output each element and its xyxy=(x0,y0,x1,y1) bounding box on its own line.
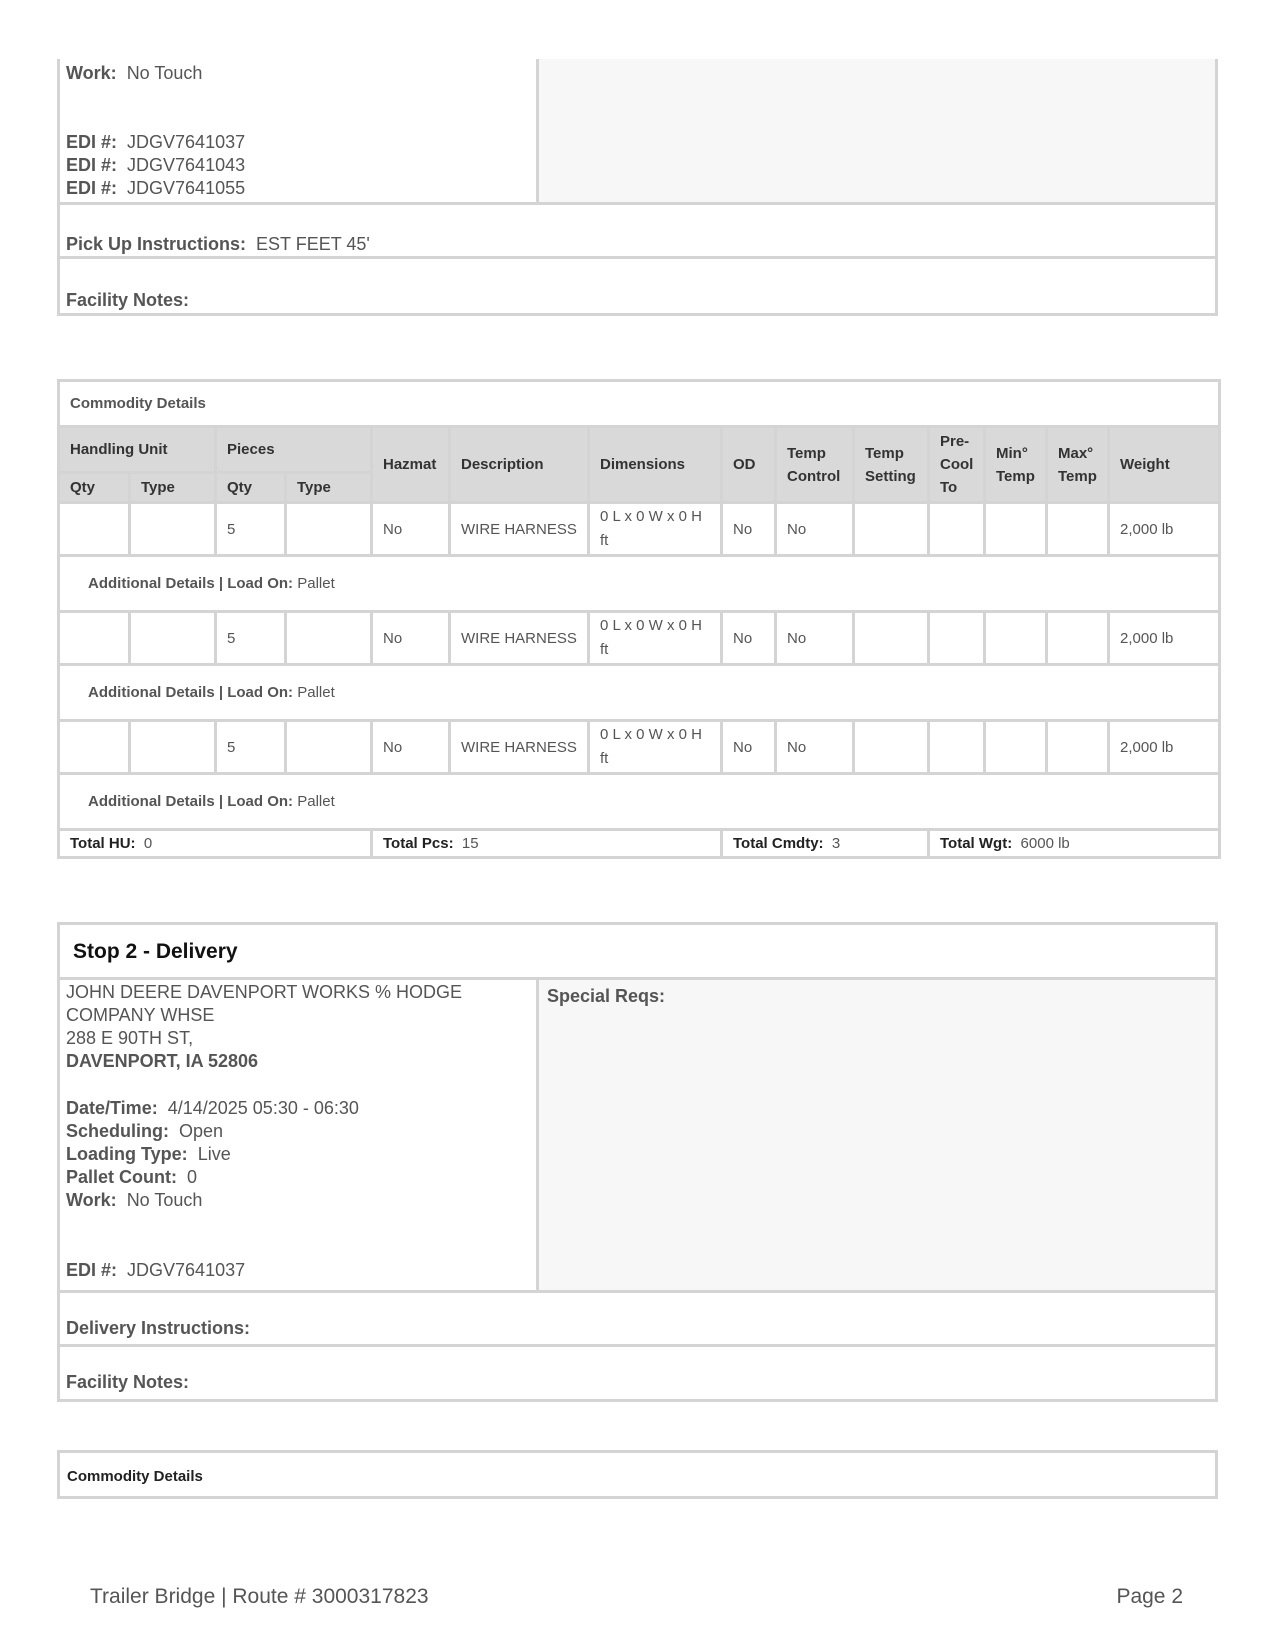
cell-hazmat: No xyxy=(372,721,450,774)
cell-temp-control: No xyxy=(776,503,854,556)
total-pcs: Total Pcs: 15 xyxy=(372,830,722,858)
footer-page-number: Page 2 xyxy=(1116,1585,1183,1608)
stop2-address-line1: JOHN DEERE DAVENPORT WORKS % HODGE xyxy=(66,982,463,1002)
stop2-city-state-zip: DAVENPORT, IA 52806 xyxy=(66,1051,259,1071)
cell-precool xyxy=(929,503,985,556)
stop2-facility-notes-box xyxy=(57,1344,1218,1402)
cell-description: WIRE HARNESS xyxy=(450,721,589,774)
header-pcs-type: Type xyxy=(286,473,372,503)
header-min-temp: Min° Temp xyxy=(985,427,1047,503)
cell-hu-qty xyxy=(59,612,130,665)
pallet-count-label: Pallet Count: xyxy=(66,1167,177,1187)
pallet-count-value: 0 xyxy=(187,1167,198,1187)
header-description: Description xyxy=(450,427,589,503)
cell-hu-type xyxy=(130,612,216,665)
header-temp-setting: Temp Setting xyxy=(854,427,929,503)
table-row xyxy=(59,721,1220,774)
cell-precool xyxy=(929,612,985,665)
additional-details-row xyxy=(59,665,1220,721)
loading-type-label: Loading Type: xyxy=(66,1144,188,1164)
cell-min-temp xyxy=(985,503,1047,556)
stop1-edi-1 xyxy=(66,131,245,154)
work-label: Work: xyxy=(66,63,117,83)
pickup-instructions-value: EST FEET 45' xyxy=(256,234,370,254)
header-temp-control: Temp Control xyxy=(776,427,854,503)
datetime-value: 4/14/2025 05:30 - 06:30 xyxy=(167,1098,359,1118)
stop2-loading-type xyxy=(66,1143,231,1166)
stop2-edi xyxy=(66,1259,245,1282)
stop2-pallet-count xyxy=(66,1166,197,1189)
cell-weight: 2,000 lb xyxy=(1109,721,1220,774)
header-od: OD xyxy=(722,427,776,503)
cell-temp-setting xyxy=(854,612,929,665)
cell-temp-setting xyxy=(854,503,929,556)
delivery-instructions-box xyxy=(57,1290,1218,1347)
edi-label: EDI #: xyxy=(66,178,118,198)
cell-hu-type xyxy=(130,721,216,774)
edi-label: EDI #: xyxy=(66,1260,118,1280)
additional-details-value: Pallet xyxy=(297,575,335,592)
cell-max-temp xyxy=(1047,503,1109,556)
facility-notes-label: Facility Notes: xyxy=(66,290,190,310)
cell-pcs-qty: 5 xyxy=(216,612,286,665)
stop2-title: Stop 2 - Delivery xyxy=(73,940,238,963)
additional-details-label: Additional Details | Load On: xyxy=(88,684,294,701)
additional-details-value: Pallet xyxy=(297,793,335,810)
delivery-instructions-label: Delivery Instructions: xyxy=(66,1318,251,1338)
cell-max-temp xyxy=(1047,612,1109,665)
stop2-address-line2: COMPANY WHSE xyxy=(66,1005,215,1025)
totals-row xyxy=(59,830,1220,858)
cell-hu-qty xyxy=(59,503,130,556)
stop1-facility-notes-box xyxy=(57,256,1218,316)
cell-description: WIRE HARNESS xyxy=(450,612,589,665)
stop2-datetime xyxy=(66,1097,359,1120)
cell-dimensions: 0 L x 0 W x 0 H ft xyxy=(589,612,722,665)
cell-temp-control: No xyxy=(776,721,854,774)
edi-label: EDI #: xyxy=(66,155,118,175)
additional-details-label: Additional Details | Load On: xyxy=(88,575,294,592)
cell-hu-type xyxy=(130,503,216,556)
commodity2-box xyxy=(57,1450,1218,1499)
stop1-edi-2 xyxy=(66,154,245,177)
header-hu-type: Type xyxy=(130,473,216,503)
edi-value: JDGV7641055 xyxy=(127,178,246,198)
loading-type-value: Live xyxy=(197,1144,231,1164)
cell-od: No xyxy=(722,503,776,556)
stop2-address-line3: 288 E 90TH ST, xyxy=(66,1028,194,1048)
header-pcs-qty: Qty xyxy=(216,473,286,503)
cell-pcs-qty: 5 xyxy=(216,721,286,774)
work-value: No Touch xyxy=(126,63,203,83)
cell-dimensions: 0 L x 0 W x 0 H ft xyxy=(589,721,722,774)
header-handling-unit: Handling Unit xyxy=(59,427,216,473)
work-label: Work: xyxy=(66,1190,117,1210)
scheduling-value: Open xyxy=(179,1121,224,1141)
total-cmdty: Total Cmdty: 3 xyxy=(722,830,929,858)
stop1-work xyxy=(66,62,202,85)
additional-details-value: Pallet xyxy=(297,684,335,701)
header-hu-qty: Qty xyxy=(59,473,130,503)
cell-min-temp xyxy=(985,612,1047,665)
cell-temp-control: No xyxy=(776,612,854,665)
commodity-table xyxy=(57,379,1221,859)
pickup-instructions-label: Pick Up Instructions: xyxy=(66,234,247,254)
stop2-header-box xyxy=(57,922,1218,980)
commodity2-caption: Commodity Details xyxy=(67,1468,203,1485)
header-max-temp: Max° Temp xyxy=(1047,427,1109,503)
total-wgt: Total Wgt: 6000 lb xyxy=(929,830,1220,858)
header-dimensions: Dimensions xyxy=(589,427,722,503)
cell-temp-setting xyxy=(854,721,929,774)
stop2-info-box xyxy=(57,977,1218,1293)
stop1-special-panel xyxy=(536,59,1215,202)
edi-value: JDGV7641037 xyxy=(127,132,246,152)
cell-weight: 2,000 lb xyxy=(1109,612,1220,665)
cell-pcs-type xyxy=(286,721,372,774)
additional-details-label: Additional Details | Load On: xyxy=(88,793,294,810)
header-precool: Pre- Cool To xyxy=(929,427,985,503)
stop1-facility-notes xyxy=(66,289,189,312)
cell-dimensions: 0 L x 0 W x 0 H ft xyxy=(589,503,722,556)
table-row xyxy=(59,503,1220,556)
commodity-caption: Commodity Details xyxy=(59,381,1220,427)
stop2-scheduling xyxy=(66,1120,223,1143)
pickup-instructions xyxy=(66,233,370,256)
edi-value: JDGV7641043 xyxy=(127,155,246,175)
special-reqs-label: Special Reqs: xyxy=(547,986,666,1006)
cell-precool xyxy=(929,721,985,774)
edi-label: EDI #: xyxy=(66,132,118,152)
cell-description: WIRE HARNESS xyxy=(450,503,589,556)
stop1-edi-3 xyxy=(66,177,245,200)
scheduling-label: Scheduling: xyxy=(66,1121,169,1141)
cell-hu-qty xyxy=(59,721,130,774)
cell-pcs-qty: 5 xyxy=(216,503,286,556)
stop2-work xyxy=(66,1189,202,1212)
cell-hazmat: No xyxy=(372,612,450,665)
cell-od: No xyxy=(722,612,776,665)
header-pieces: Pieces xyxy=(216,427,372,473)
header-weight: Weight xyxy=(1109,427,1220,503)
cell-max-temp xyxy=(1047,721,1109,774)
cell-pcs-type xyxy=(286,612,372,665)
header-hazmat: Hazmat xyxy=(372,427,450,503)
datetime-label: Date/Time: xyxy=(66,1098,158,1118)
additional-details-row xyxy=(59,556,1220,612)
cell-hazmat: No xyxy=(372,503,450,556)
facility-notes-label: Facility Notes: xyxy=(66,1372,190,1392)
cell-min-temp xyxy=(985,721,1047,774)
work-value: No Touch xyxy=(126,1190,203,1210)
footer-route: Trailer Bridge | Route # 3000317823 xyxy=(90,1585,429,1608)
additional-details-row xyxy=(59,774,1220,830)
cell-pcs-type xyxy=(286,503,372,556)
total-hu: Total HU: 0 xyxy=(59,830,372,858)
table-row xyxy=(59,612,1220,665)
edi-value: JDGV7641037 xyxy=(127,1260,246,1280)
cell-weight: 2,000 lb xyxy=(1109,503,1220,556)
special-reqs-panel xyxy=(536,980,1215,1290)
pickup-instructions-box xyxy=(57,202,1218,259)
cell-od: No xyxy=(722,721,776,774)
